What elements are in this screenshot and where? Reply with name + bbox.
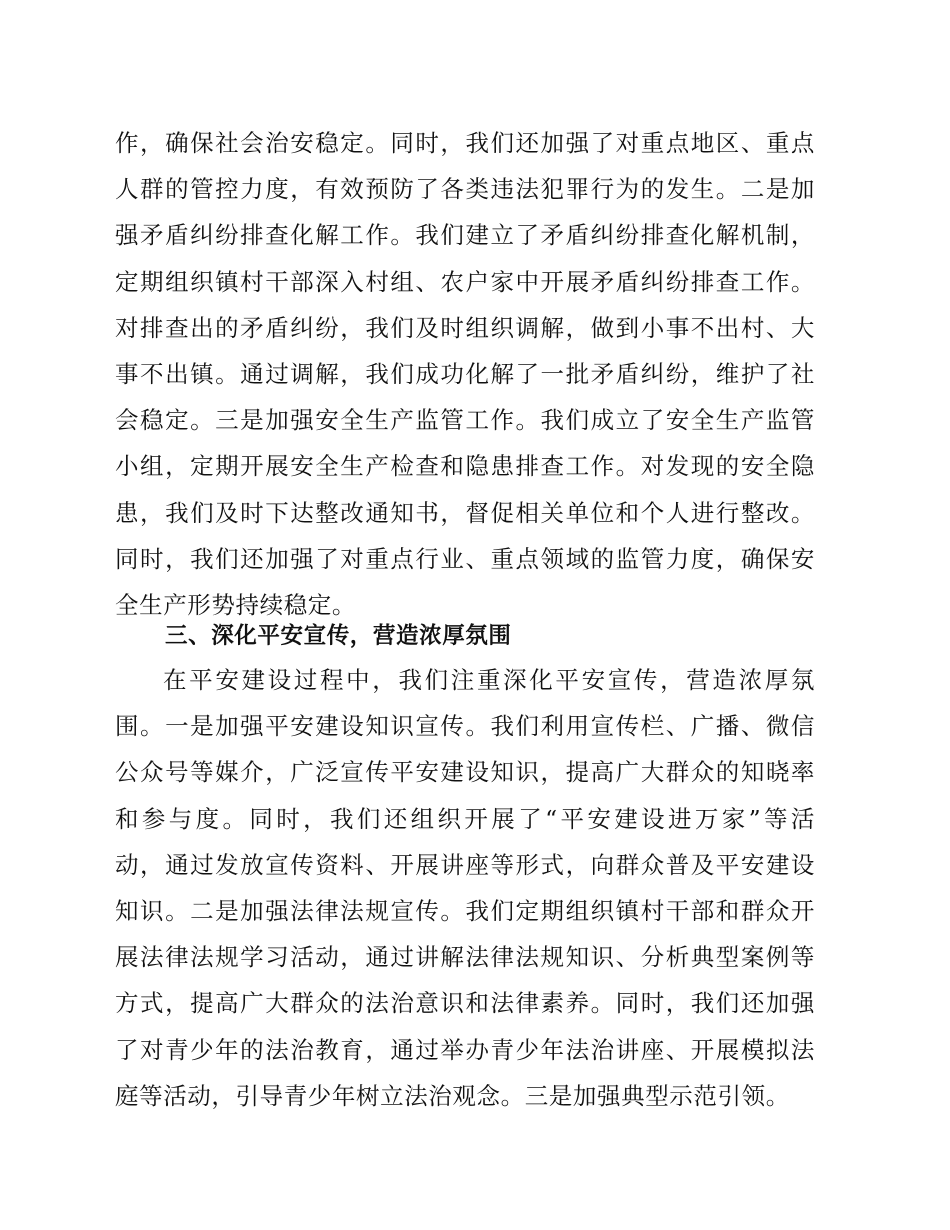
paragraph-line: 围。一是加强平安建设知识宣传。我们利用宣传栏、广播、微信: [115, 712, 815, 741]
paragraph-line: 和参与度。同时，我们还组织开展了“平安建设进万家”等活: [115, 804, 815, 833]
paragraph-line: 对排查出的矛盾纠纷，我们及时组织调解，做到小事不出村、大: [115, 313, 815, 342]
paragraph-line: 小组，定期开展安全生产检查和隐患排查工作。对发现的安全隐: [115, 452, 815, 481]
paragraph-line: 定期组织镇村干部深入村组、农户家中开展矛盾纠纷排查工作。: [115, 267, 815, 296]
paragraph-line: 事不出镇。通过调解，我们成功化解了一批矛盾纠纷，维护了社: [115, 359, 815, 388]
paragraph-line: 会稳定。三是加强安全生产监管工作。我们成立了安全生产监管: [115, 406, 815, 435]
paragraph-line: 患，我们及时下达整改通知书，督促相关单位和个人进行整改。: [115, 498, 815, 527]
section-two-tail-paragraph: [115, 120, 815, 628]
paragraph-line: 知识。二是加强法律法规宣传。我们定期组织镇村干部和群众开: [115, 896, 815, 925]
paragraph-line: 强矛盾纠纷排查化解工作。我们建立了矛盾纠纷排查化解机制，: [115, 221, 815, 250]
paragraph-line: 方式，提高广大群众的法治意识和法律素养。同时，我们还加强: [115, 989, 815, 1018]
paragraph-line: 作，确保社会治安稳定。同时，我们还加强了对重点地区、重点: [115, 129, 815, 157]
paragraph-line: 在平安建设过程中，我们注重深化平安宣传，营造浓厚氛: [163, 666, 815, 694]
paragraph-line: 动，通过发放宣传资料、开展讲座等形式，向群众普及平安建设: [115, 850, 815, 879]
paragraph-line: 人群的管控力度，有效预防了各类违法犯罪行为的发生。二是加: [115, 175, 815, 204]
section-three-paragraph: [115, 657, 815, 1119]
paragraph-line: 了对青少年的法治教育，通过举办青少年法治讲座、开展模拟法: [115, 1035, 815, 1064]
paragraph-line: 公众号等媒介，广泛宣传平安建设知识，提高广大群众的知晓率: [115, 758, 815, 787]
paragraph-line: 展法律法规学习活动，通过讲解法律法规知识、分析典型案例等: [115, 943, 815, 972]
paragraph-line: 庭等活动，引导青少年树立法治观念。三是加强典型示范引领。: [115, 1081, 790, 1110]
paragraph-line: 同时，我们还加强了对重点行业、重点领域的监管力度，确保安: [115, 544, 815, 573]
paragraph-line: 全生产形势持续稳定。: [115, 590, 356, 619]
section-three-heading: 三、深化平安宣传，营造浓厚氛围: [165, 623, 512, 649]
